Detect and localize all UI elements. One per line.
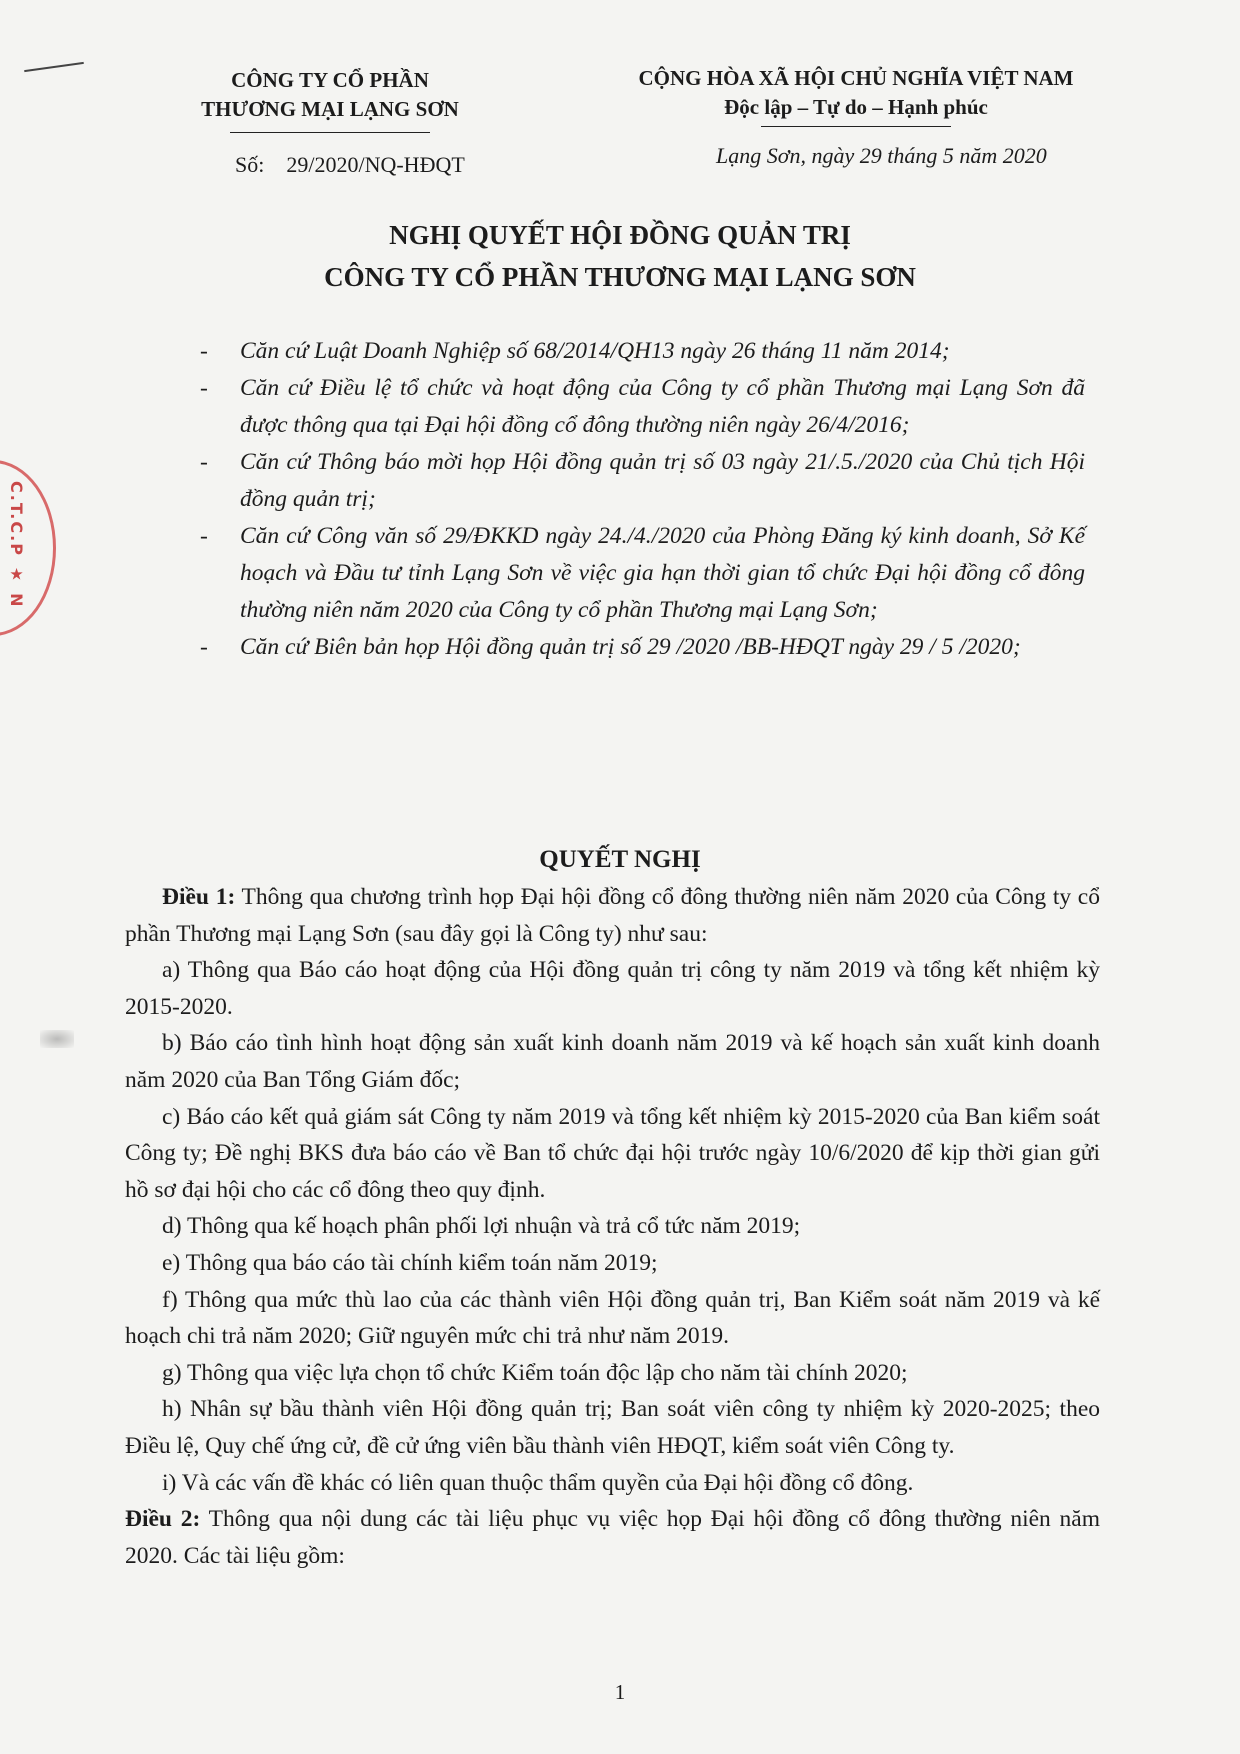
article-1 xyxy=(125,879,1100,952)
article-1-item-h: h) Nhân sự bầu thành viên Hội đồng quản trị; Ban soát viên công ty nhiệm kỳ 2020-2025; theo Điều lệ, Quy chế ứng cử, đề cử ứng viên bầu thành viên HĐQT, kiểm soát viên Công ty. xyxy=(125,1396,1100,1459)
nation-title: CỘNG HÒA XÃ HỘI CHỦ NGHĨA VIỆT NAM xyxy=(638,66,1074,90)
legal-basis-text: Căn cứ Luật Doanh Nghiệp số 68/2014/QH13 ngày 26 tháng 11 năm 2014; xyxy=(240,338,950,364)
bullet-dash: - xyxy=(200,634,208,660)
nation-motto: Độc lập – Tự do – Hạnh phúc xyxy=(724,95,988,119)
resolution-body xyxy=(125,879,1100,1574)
seal-text: C.T.C.P ★ N xyxy=(7,481,26,609)
document-title-line1: NGHỊ QUYẾT HỘI ĐỒNG QUẢN TRỊ xyxy=(389,220,851,250)
legal-basis-text: Căn cứ Điều lệ tổ chức và hoạt động của Công ty cổ phần Thương mại Lạng Sơn đã được thông qua tại Đại hội đồng cổ đông thường niên ngày 26/4/2016; xyxy=(240,375,1085,438)
article-1-item-b: b) Báo cáo tình hình hoạt động sản xuất kinh doanh năm 2019 và kế hoạch sản xuất kinh doanh năm 2020 của Ban Tổng Giám đốc; xyxy=(125,1030,1100,1093)
article-1-item-i: i) Và các vấn đề khác có liên quan thuộc thẩm quyền của Đại hội đồng cổ đông. xyxy=(162,1469,914,1496)
document-number xyxy=(235,152,465,178)
article-1-label: Điều 1: xyxy=(162,884,236,910)
bullet-dash: - xyxy=(200,523,208,549)
legal-basis-item xyxy=(200,518,1085,629)
article-1-text: Thông qua chương trình họp Đại hội đồng cổ đông thường niên năm 2020 của Công ty cổ phần Thương mại Lạng Sơn (sau đây gọi là Công ty) như sau: xyxy=(125,884,1100,947)
section-heading: QUYẾT NGHỊ xyxy=(539,846,701,873)
issue-date: Lạng Sơn, ngày 29 tháng 5 năm 2020 xyxy=(716,143,1047,168)
article-1-item-f: f) Thông qua mức thù lao của các thành viên Hội đồng quản trị, Ban Kiểm soát năm 2019 và kế hoạch chi trả năm 2020; Giữ nguyên mức chi trả như năm 2019. xyxy=(125,1286,1100,1350)
page-number: 1 xyxy=(614,1680,626,1704)
bullet-dash: - xyxy=(200,449,208,475)
header-underline xyxy=(230,132,430,133)
article-2-label: Điều 2: xyxy=(125,1506,201,1533)
legal-basis-text: Căn cứ Biên bản họp Hội đồng quản trị số 29 /2020 /BB-HĐQT ngày 29 / 5 /2020; xyxy=(240,634,1021,660)
article-1-item-c: c) Báo cáo kết quả giám sát Công ty năm 2019 và tổng kết nhiệm kỳ 2015-2020 của Ban kiểm soát Công ty; Đề nghị BKS đưa báo cáo về Ban tổ chức đại hội trước ngày 10/6/2020 để kịp thời gian gửi hồ sơ đại hội cho các cổ đông theo quy định. xyxy=(125,1103,1100,1203)
article-2-text: Thông qua nội dung các tài liệu phục vụ việc họp Đại hội đồng cổ đông thường niên năm 2020. Các tài liệu gồm: xyxy=(125,1506,1100,1569)
national-header xyxy=(606,64,1106,127)
scan-mark xyxy=(24,62,84,72)
bullet-dash: - xyxy=(200,375,208,401)
doc-no-value: 29/2020/NQ-HĐQT xyxy=(286,152,465,177)
legal-basis-item xyxy=(200,333,1085,370)
legal-basis-text: Căn cứ Công văn số 29/ĐKKD ngày 24./4./2020 của Phòng Đăng ký kinh doanh, Sở Kế hoạch và Đầu tư tỉnh Lạng Sơn về việc gia hạn thời gian tổ chức Đại hội đồng cổ đông thường niên năm 2020 của Công ty cổ phần Thương mại Lạng Sơn; xyxy=(240,523,1085,623)
article-1-item-g: g) Thông qua việc lựa chọn tổ chức Kiểm toán độc lập cho năm tài chính 2020; xyxy=(162,1359,908,1386)
company-seal xyxy=(0,460,56,636)
motto-underline xyxy=(761,126,951,127)
bullet-dash: - xyxy=(200,338,208,364)
document-title-line2: CÔNG TY CỔ PHẦN THƯƠNG MẠI LẠNG SƠN xyxy=(324,262,916,292)
legal-basis-item xyxy=(200,370,1085,444)
legal-basis-text: Căn cứ Thông báo mời họp Hội đồng quản trị số 03 ngày 21/.5./2020 của Chủ tịch Hội đồng quản trị; xyxy=(240,449,1085,512)
article-2 xyxy=(125,1501,1100,1574)
legal-basis-item xyxy=(200,629,1085,666)
legal-bases-list xyxy=(200,333,1085,666)
company-name-line1: CÔNG TY CỔ PHẦN xyxy=(231,68,429,92)
legal-basis-item xyxy=(200,444,1085,518)
article-1-item-d: d) Thông qua kế hoạch phân phối lợi nhuận và trả cổ tức năm 2019; xyxy=(162,1213,801,1240)
article-1-item-a: a) Thông qua Báo cáo hoạt động của Hội đồng quản trị công ty năm 2019 và tổng kết nhiệm kỳ 2015-2020. xyxy=(125,957,1100,1020)
company-name-line2: THƯƠNG MẠI LẠNG SƠN xyxy=(201,97,459,121)
scan-smudge xyxy=(40,1030,74,1048)
doc-no-label: Số: xyxy=(235,152,265,177)
article-1-item-e: e) Thông qua báo cáo tài chính kiểm toán năm 2019; xyxy=(162,1249,658,1276)
company-header xyxy=(200,66,460,133)
